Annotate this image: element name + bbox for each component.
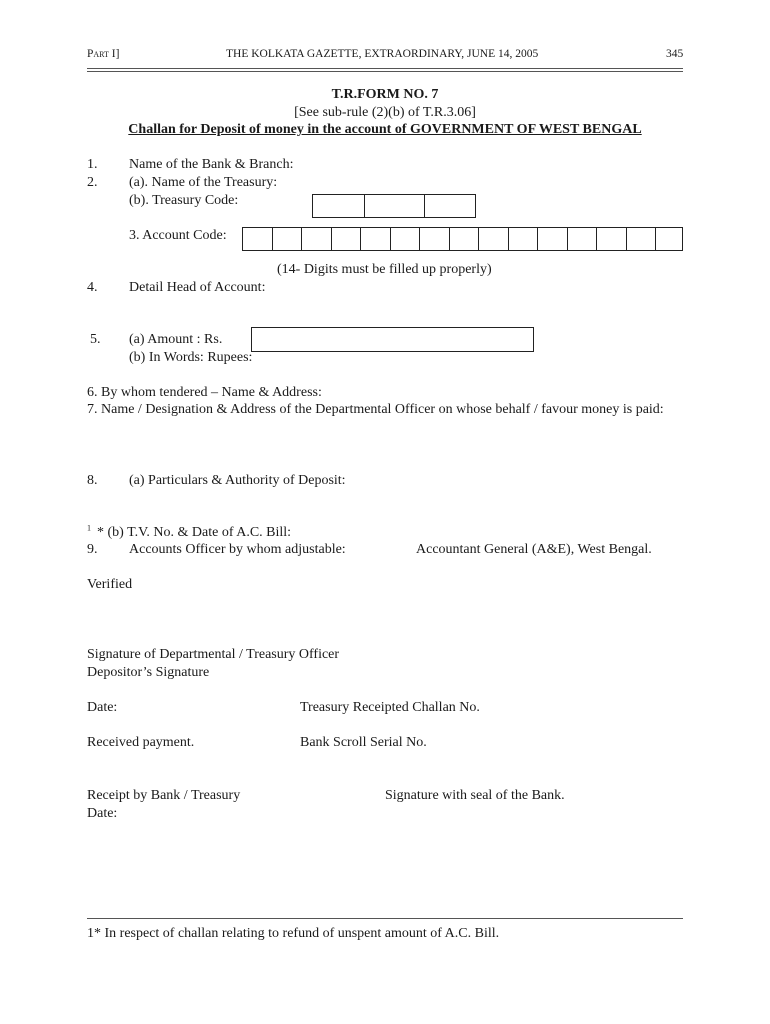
treasury-code-box[interactable] xyxy=(313,195,365,217)
account-code-label: 3. Account Code: xyxy=(129,228,227,243)
account-code-box[interactable] xyxy=(627,228,657,250)
account-code-boxes[interactable] xyxy=(242,227,683,251)
accountant-general-value: Accountant General (A&E), West Bengal. xyxy=(416,542,652,557)
account-code-box[interactable] xyxy=(450,228,480,250)
account-code-box[interactable] xyxy=(420,228,450,250)
account-code-box[interactable] xyxy=(538,228,568,250)
account-code-box[interactable] xyxy=(656,228,682,250)
bank-seal-label: Signature with seal of the Bank. xyxy=(385,788,565,803)
verified-label: Verified xyxy=(87,577,133,592)
particulars-label: (a) Particulars & Authority of Deposit: xyxy=(129,473,346,488)
account-code-box[interactable] xyxy=(273,228,303,250)
item-number-2: 2. xyxy=(87,175,98,190)
receipt-date-label: Date: xyxy=(87,806,118,821)
account-code-box[interactable] xyxy=(597,228,627,250)
footnote-text: 1* In respect of challan relating to refund of unspent amount of A.C. Bill. xyxy=(87,926,500,941)
form-subrule: [See sub-rule (2)(b) of T.R.3.06] xyxy=(294,105,476,120)
detail-head-label: Detail Head of Account: xyxy=(129,280,266,295)
received-payment-label: Received payment. xyxy=(87,735,195,750)
date-label: Date: xyxy=(87,700,118,715)
footnote-rule xyxy=(87,918,683,919)
scroll-serial-label: Bank Scroll Serial No. xyxy=(300,735,427,750)
account-code-box[interactable] xyxy=(302,228,332,250)
bank-branch-label: Name of the Bank & Branch: xyxy=(129,157,294,172)
form-title: T.R.FORM NO. 7 xyxy=(331,87,439,102)
depositor-signature-label: Depositor’s Signature xyxy=(87,665,210,680)
item-number-8: 8. xyxy=(87,473,98,488)
amount-label: (a) Amount : Rs. xyxy=(129,332,223,347)
amount-input-box[interactable] xyxy=(251,327,534,352)
item-number-9: 9. xyxy=(87,542,98,557)
tendered-by-label: 6. By whom tendered – Name & Address: xyxy=(87,385,322,400)
treasury-code-boxes[interactable] xyxy=(312,194,476,218)
treasury-name-label: (a). Name of the Treasury: xyxy=(129,175,278,190)
item-number-4: 4. xyxy=(87,280,98,295)
account-code-box[interactable] xyxy=(568,228,598,250)
item-number-1: 1. xyxy=(87,157,98,172)
header-rule-bottom xyxy=(87,71,683,72)
in-words-label: (b) In Words: Rupees: xyxy=(129,350,253,365)
accounts-officer-label: Accounts Officer by whom adjustable: xyxy=(129,542,346,557)
receipt-by-label: Receipt by Bank / Treasury xyxy=(87,788,241,803)
account-code-box[interactable] xyxy=(332,228,362,250)
header-rule-top xyxy=(87,68,683,69)
departmental-officer-label: 7. Name / Designation & Address of the Departmental Officer on whose behalf / favour money is paid: xyxy=(87,402,664,417)
account-code-box[interactable] xyxy=(361,228,391,250)
digits-note: (14- Digits must be filled up properly) xyxy=(277,262,492,277)
account-code-box[interactable] xyxy=(391,228,421,250)
receipted-challan-label: Treasury Receipted Challan No. xyxy=(300,700,480,715)
challan-heading: Challan for Deposit of money in the account of GOVERNMENT OF WEST BENGAL xyxy=(128,122,642,137)
gazette-title: THE KOLKATA GAZETTE, EXTRAORDINARY, JUNE 14, 2005 xyxy=(226,48,539,60)
page-number: 345 xyxy=(666,48,684,60)
footnote-marker: 1 xyxy=(87,523,91,533)
treasury-code-box[interactable] xyxy=(425,195,475,217)
account-code-box[interactable] xyxy=(509,228,539,250)
account-code-box[interactable] xyxy=(243,228,273,250)
item-number-5: 5. xyxy=(90,332,101,347)
tv-number-label xyxy=(87,525,291,541)
treasury-code-label: (b). Treasury Code: xyxy=(129,193,239,208)
account-code-box[interactable] xyxy=(479,228,509,250)
dept-signature-label: Signature of Departmental / Treasury Officer xyxy=(87,647,340,662)
tv-number-text: * (b) T.V. No. & Date of A.C. Bill: xyxy=(97,525,292,540)
treasury-code-box[interactable] xyxy=(365,195,425,217)
part-label: Part I] xyxy=(87,48,120,60)
